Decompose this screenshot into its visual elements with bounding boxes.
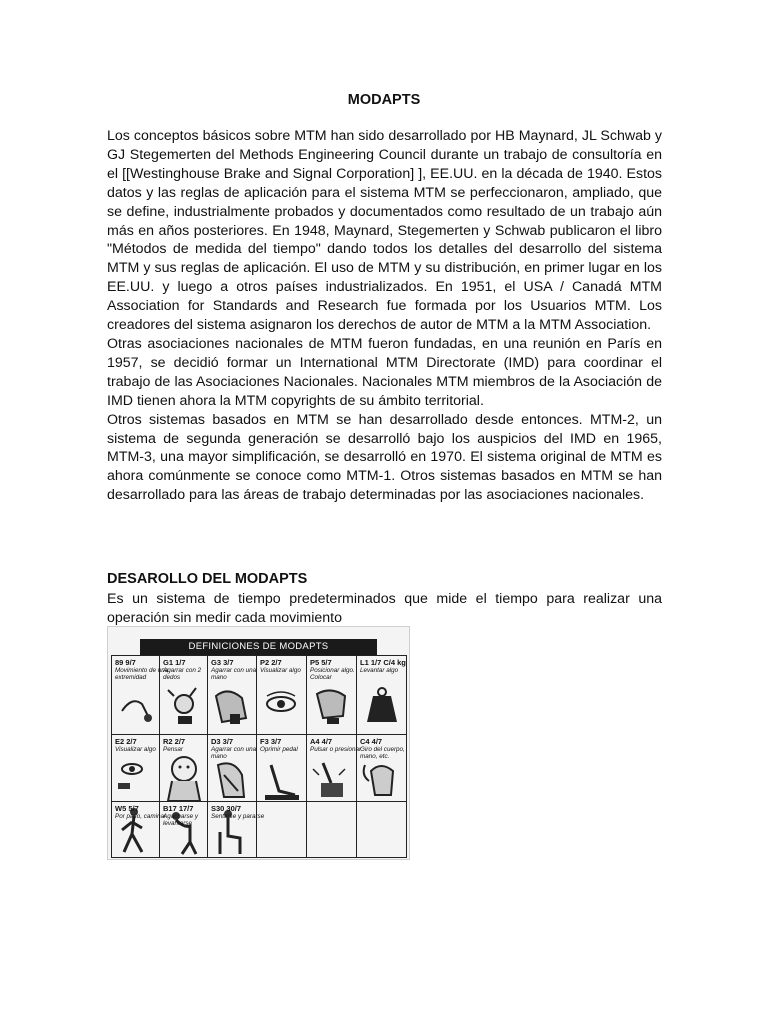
intro-text xyxy=(107,127,662,505)
definition-cell xyxy=(357,802,407,858)
definition-cell xyxy=(307,802,357,858)
definition-cell xyxy=(257,735,307,802)
definition-description: Agarrar con una mano xyxy=(211,746,257,760)
definition-code: C4 4/7 xyxy=(360,737,383,746)
definition-code: L1 1/7 C/4 kg xyxy=(360,658,406,667)
definition-description: Pulsar o presionar xyxy=(310,746,362,753)
definition-cell xyxy=(111,655,169,735)
definition-description: Levantar algo xyxy=(360,667,399,674)
definition-code: D3 3/7 xyxy=(211,737,234,746)
definition-cell xyxy=(111,802,167,858)
paragraph-3: Otros sistemas basados en MTM se han desarrollado desde entonces. MTM-2, un sistema de segunda generación se desarrolló bajo los auspicios del IMD en 1965, MTM-3, una mayor simplificación, se desarrolló en 1970. El sistema original de MTM es ahora comúnmente se conoce como MTM-1. Otros sistemas basados en MTM se han desarrollado para las áreas de trabajo determinadas por las asociaciones nacionales. xyxy=(107,411,662,504)
definition-code: W5 5/7 xyxy=(115,804,139,813)
definition-cell xyxy=(160,735,208,802)
definition-description: Visualizar algo xyxy=(115,746,156,753)
paragraph-2: Otras asociaciones nacionales de MTM fueron fundadas, en una reunión en París en 1957, se decidió formar un International MTM Directorate (IMD) para coordinar el trabajo de las Asociaciones Nacionales. Nacionales MTM miembros de la Asociación de IMD tienen ahora la MTM copyrights de su ámbito territorial. xyxy=(107,335,662,409)
definition-code: G3 3/7 xyxy=(211,658,234,667)
definition-description: Giro del cuerpo, mano, etc. xyxy=(360,746,405,760)
definition-cell xyxy=(357,735,407,802)
definition-code: G1 1/7 xyxy=(163,658,186,667)
empty-icon xyxy=(307,802,357,858)
definition-cell xyxy=(208,802,265,858)
paragraph-1: Los conceptos básicos sobre MTM han sido desarrollado por HB Maynard, JL Schwab y GJ Stegemerten del Methods Engineering Council durante un trabajo de consultoría en el [[Westinghouse Brake and Signal Corporation] ], EE.UU. en la década de 1940. Estos datos y las reglas de aplicación para el sistema MTM se perfeccionaron, ampliado, que se define, industrialmente probados y documentados como resultado de un trabajo aún más en años posteriores. En 1948, Maynard, Stegemerten y Schwab publicaron el libro "Métodos de medida del tiempo" dando todos los detalles del desarrollo del sistema MTM y sus reglas de aplicación. El uso de MTM y su distribución, en primer lugar en los EE.UU. y luego a otros países industrializados. En 1951, el USA / Canadá MTM Association for Standards and Research fue formada por los Usuarios MTM. Los creadores del sistema asignaron los derechos de autor de MTM a la MTM Association. xyxy=(107,128,662,334)
definition-cell xyxy=(160,802,208,858)
definition-description: Agarrar con 2 dedos xyxy=(163,667,202,681)
definition-cell xyxy=(357,655,407,735)
document-title: MODAPTS xyxy=(347,92,421,108)
definition-cell xyxy=(257,655,307,735)
definition-description: Agarrar con una mano xyxy=(211,667,257,681)
definition-cell xyxy=(307,735,362,802)
definition-description: Oprimir pedal xyxy=(260,746,298,753)
definition-cell xyxy=(208,735,257,802)
definition-description: Movimiento de una extremidad xyxy=(115,667,169,681)
definition-code: E2 2/7 xyxy=(115,737,137,746)
section-title: DESAROLLO DEL MODAPTS xyxy=(107,571,308,587)
definition-cell xyxy=(307,655,357,735)
modapts-definitions-figure xyxy=(107,626,410,860)
definitions-grid xyxy=(111,655,407,858)
definition-code: S30 30/7 xyxy=(211,804,242,813)
figure-header: DEFINICIONES DE MODAPTS xyxy=(140,639,377,655)
definition-code: A4 4/7 xyxy=(310,737,333,746)
definition-cell xyxy=(208,655,257,735)
definition-code: 89 9/7 xyxy=(115,658,136,667)
definition-cell xyxy=(111,735,160,802)
definition-description: Posicionar algo. Colocar xyxy=(310,667,355,681)
definition-cell xyxy=(160,655,208,735)
definition-cell xyxy=(257,802,307,858)
definition-description: Pensar xyxy=(163,746,183,753)
definition-description: Visualizar algo xyxy=(260,667,301,674)
definition-description: Por paso, caminar xyxy=(115,813,167,820)
definition-code: P2 2/7 xyxy=(260,658,282,667)
definition-code: B17 17/7 xyxy=(163,804,194,813)
section-text: Es un sistema de tiempo predeterminados que mide el tiempo para realizar una operación sin medir cada movimiento xyxy=(107,591,662,626)
definition-description: Sentarse y pararse xyxy=(211,813,265,820)
definition-code: R2 2/7 xyxy=(163,737,186,746)
definition-description: Agacharse y levantarse xyxy=(163,813,199,827)
definition-code: P5 5/7 xyxy=(310,658,332,667)
empty-icon xyxy=(257,802,307,858)
definition-code: F3 3/7 xyxy=(260,737,282,746)
empty-icon xyxy=(357,802,407,858)
